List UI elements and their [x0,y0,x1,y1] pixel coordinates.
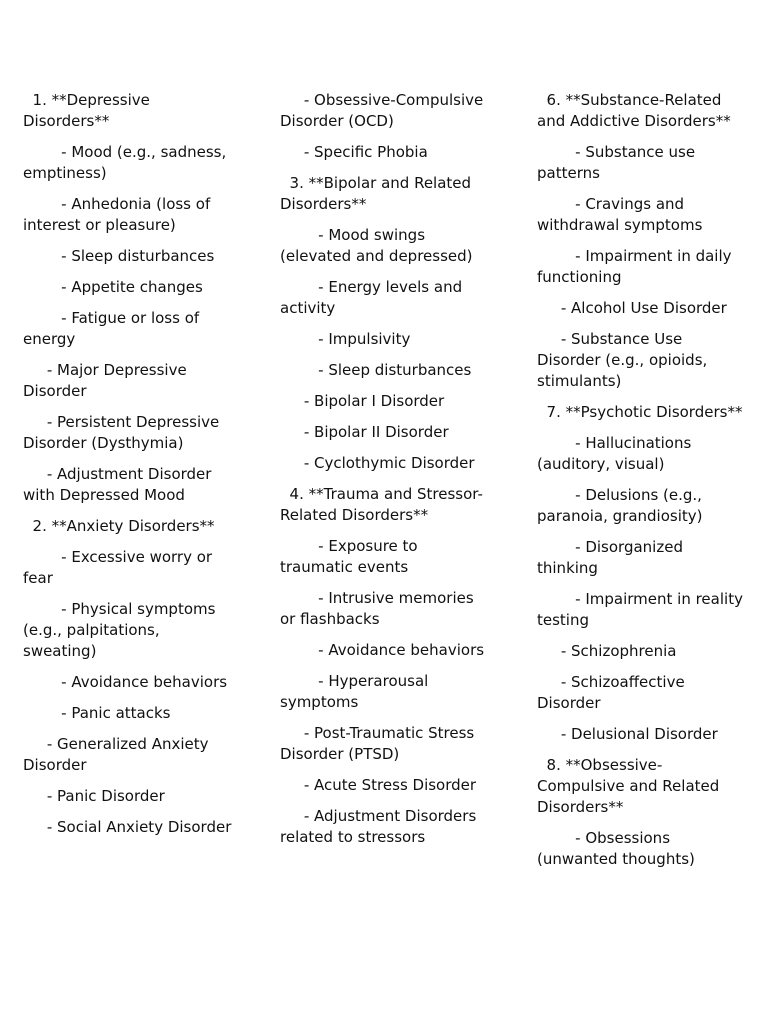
text-paragraph: - Hyperarousal symptoms [280,672,434,711]
text-paragraph: - Cravings and withdrawal symptoms [537,195,703,234]
column-2 [280,90,489,858]
text-paragraph: 2. **Anxiety Disorders** [23,517,215,535]
text-paragraph: - Impulsivity [280,330,411,348]
text-paragraph: - Generalized Anxiety Disorder [23,735,214,774]
text-paragraph: - Obsessive-Compulsive Disorder (OCD) [280,91,489,130]
text-paragraph: - Specific Phobia [280,143,428,161]
text-paragraph: - Disorganized thinking [537,538,688,577]
text-paragraph: - Bipolar I Disorder [280,392,445,410]
text-paragraph: - Bipolar II Disorder [280,423,449,441]
text-paragraph: - Impairment in daily functioning [537,247,737,286]
text-paragraph: 3. **Bipolar and Related Disorders** [280,174,476,213]
text-paragraph: - Adjustment Disorder with Depressed Mood [23,465,217,504]
text-paragraph: 7. **Psychotic Disorders** [537,403,743,421]
text-paragraph: - Post-Traumatic Stress Disorder (PTSD) [280,724,480,763]
text-paragraph: - Substance Use Disorder (e.g., opioids, stimulants) [537,330,713,390]
text-paragraph: - Schizophrenia [537,642,677,660]
text-paragraph: - Intrusive memories or flashbacks [280,589,479,628]
text-paragraph: - Physical symptoms (e.g., palpitations, sweating) [23,600,221,660]
text-paragraph: - Excessive worry or fear [23,548,217,587]
text-paragraph: - Panic attacks [23,704,171,722]
text-paragraph: - Substance use patterns [537,143,700,182]
text-paragraph: - Panic Disorder [23,787,165,805]
text-paragraph: - Exposure to traumatic events [280,537,423,576]
text-paragraph: - Impairment in reality testing [537,590,748,629]
text-paragraph: - Social Anxiety Disorder [23,818,232,836]
text-paragraph: - Acute Stress Disorder [280,776,477,794]
text-paragraph: 6. **Substance-Related and Addictive Disorders** [537,91,731,130]
text-paragraph: - Adjustment Disorders related to stressors [280,807,482,846]
text-paragraph: - Major Depressive Disorder [23,361,192,400]
text-paragraph: - Sleep disturbances [280,361,472,379]
column-1 [23,90,233,848]
text-paragraph: - Delusional Disorder [537,725,718,743]
text-paragraph: - Mood swings (elevated and depressed) [280,226,473,265]
text-paragraph: - Anhedonia (loss of interest or pleasure) [23,195,216,234]
column-3 [537,90,747,880]
text-paragraph: - Appetite changes [23,278,203,296]
text-paragraph: 8. **Obsessive-Compulsive and Related Disorders** [537,756,725,816]
text-paragraph: - Sleep disturbances [23,247,215,265]
text-paragraph: - Energy levels and activity [280,278,467,317]
text-paragraph: - Obsessions (unwanted thoughts) [537,829,695,868]
text-paragraph: - Delusions (e.g., paranoia, grandiosity) [537,486,707,525]
text-paragraph: 4. **Trauma and Stressor-Related Disorders** [280,485,483,524]
text-paragraph: - Cyclothymic Disorder [280,454,475,472]
text-paragraph: 1. **Depressive Disorders** [23,91,155,130]
text-paragraph: - Fatigue or loss of energy [23,309,204,348]
text-paragraph: - Hallucinations (auditory, visual) [537,434,697,473]
text-paragraph: - Avoidance behaviors [23,673,228,691]
text-paragraph: - Schizoaffective Disorder [537,673,690,712]
text-paragraph: - Mood (e.g., sadness, emptiness) [23,143,232,182]
text-paragraph: - Persistent Depressive Disorder (Dysthymia) [23,413,225,452]
text-paragraph: - Avoidance behaviors [280,641,485,659]
text-paragraph: - Alcohol Use Disorder [537,299,727,317]
